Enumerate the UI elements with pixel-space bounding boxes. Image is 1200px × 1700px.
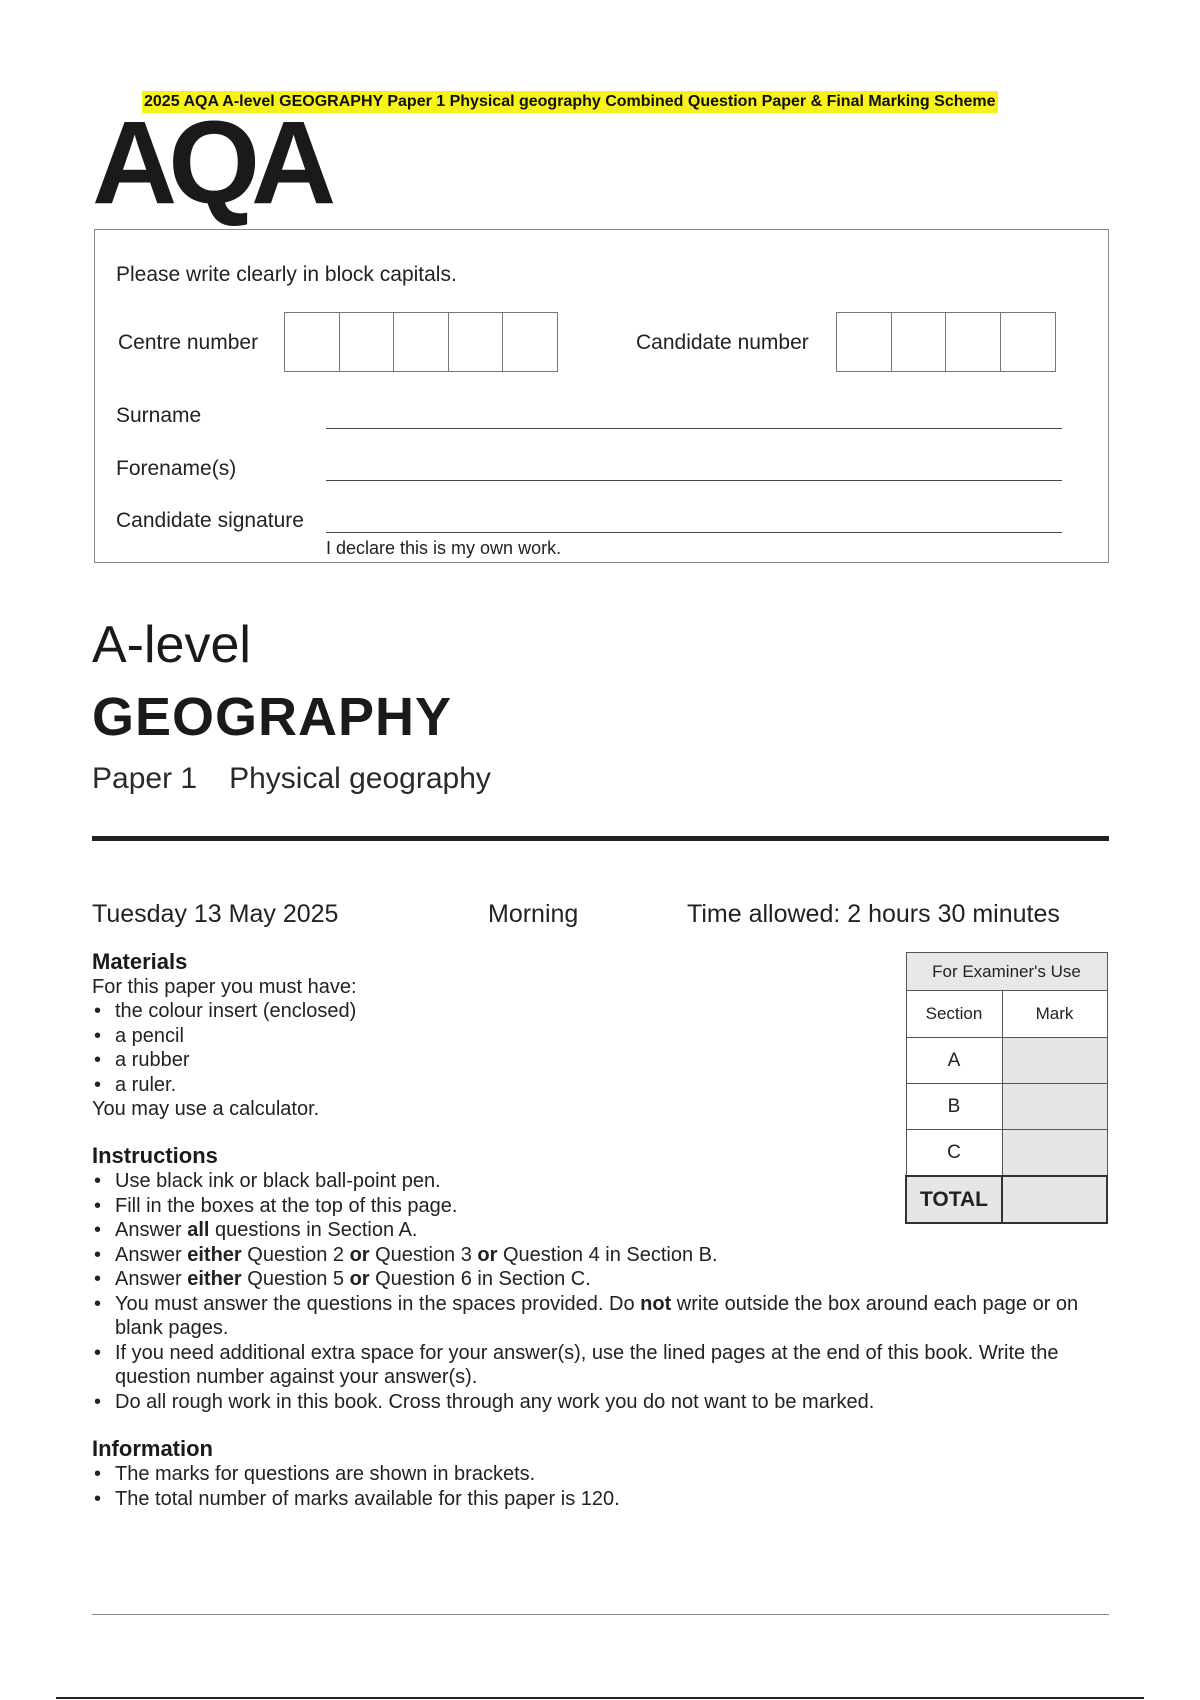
- list-item: [92, 1390, 1092, 1415]
- instruction-text: Fill in the boxes at the top of this page.: [115, 1194, 458, 1217]
- mark-cell: [1002, 1130, 1107, 1177]
- instruction-text: write outside the box around each page or on blank pages.: [115, 1292, 1079, 1339]
- exam-session: Morning: [488, 900, 579, 928]
- candidate-number-digit[interactable]: [836, 312, 892, 372]
- centre-number-digit[interactable]: [339, 312, 395, 372]
- candidate-number-digit[interactable]: [891, 312, 947, 372]
- centre-number-digit[interactable]: [502, 312, 558, 372]
- total-mark-cell: [1002, 1176, 1107, 1223]
- list-item: • The marks for questions are shown in brackets.: [92, 1462, 1092, 1487]
- instruction-text: or: [477, 1243, 498, 1266]
- paper-name: Physical geography: [229, 762, 491, 795]
- candidate-number-digit[interactable]: [945, 312, 1001, 372]
- page-bottom-rule: [56, 1697, 1144, 1699]
- candidate-number-boxes[interactable]: [836, 312, 1054, 372]
- forenames-label: Forename(s): [116, 457, 237, 480]
- list-item: • a pencil: [92, 1024, 892, 1049]
- examiner-table-header: For Examiner's Use: [906, 953, 1107, 991]
- candidate-number-digit[interactable]: [1000, 312, 1056, 372]
- exam-date: Tuesday 13 May 2025: [92, 900, 339, 928]
- instruction-text: all: [187, 1219, 210, 1241]
- subject-title: GEOGRAPHY: [92, 687, 453, 747]
- signature-line[interactable]: [326, 532, 1062, 533]
- total-label: TOTAL: [906, 1176, 1002, 1223]
- paper-title: [92, 762, 491, 796]
- candidate-details-box: [94, 229, 1109, 563]
- instruction-text: Question 5: [241, 1268, 350, 1290]
- instruction-text: Use black ink or black ball-point pen.: [115, 1170, 441, 1192]
- centre-number-digit[interactable]: [284, 312, 340, 372]
- information-section: [92, 1436, 1092, 1511]
- list-item: [92, 1341, 1092, 1390]
- list-item: • a ruler.: [92, 1073, 892, 1098]
- section-label: B: [906, 1084, 1002, 1130]
- list-item: [92, 1267, 1092, 1292]
- qualification-level: A-level: [92, 616, 251, 674]
- centre-number-boxes[interactable]: [284, 312, 557, 372]
- materials-section: [92, 949, 892, 1121]
- surname-label: Surname: [116, 404, 202, 427]
- mark-cell: [1002, 1038, 1107, 1084]
- instruction-text: either: [187, 1243, 242, 1266]
- paper-number: Paper 1: [92, 762, 198, 795]
- section-column-header: Section: [906, 991, 1002, 1038]
- list-item: • The total number of marks available for this paper is 120.: [92, 1487, 1092, 1512]
- materials-heading: Materials: [92, 949, 188, 974]
- materials-intro: For this paper you must have:: [92, 976, 357, 998]
- instruction-text: If you need additional extra space for your answer(s), use the lined pages at the end of this book. Write the question number against your answer(s).: [115, 1341, 1059, 1388]
- mark-cell: [1002, 1084, 1107, 1130]
- information-list: [92, 1462, 1092, 1511]
- instruction-text: or: [349, 1243, 370, 1266]
- instructions-heading: Instructions: [92, 1143, 218, 1168]
- instruction-text: Do all rough work in this book. Cross through any work you do not want to be marked.: [115, 1390, 875, 1413]
- list-item: • the colour insert (enclosed): [92, 999, 892, 1024]
- centre-number-label: Centre number: [118, 331, 259, 354]
- instruction-text: You must answer the questions in the spaces provided. Do: [115, 1292, 641, 1315]
- examiner-use-table: [905, 952, 1108, 1224]
- instruction-text: or: [349, 1268, 370, 1290]
- instruction-text: Answer: [115, 1243, 188, 1266]
- candidate-number-label: Candidate number: [636, 331, 809, 354]
- mark-column-header: Mark: [1002, 991, 1107, 1038]
- information-heading: Information: [92, 1436, 213, 1461]
- title-divider: [92, 836, 1109, 841]
- forenames-line[interactable]: [326, 480, 1062, 481]
- materials-list: [92, 999, 892, 1097]
- block-capitals-instruction: Please write clearly in block capitals.: [116, 263, 457, 286]
- signature-label: Candidate signature: [116, 509, 304, 532]
- section-label: A: [906, 1038, 1002, 1084]
- list-item: [92, 1243, 1092, 1268]
- instruction-text: Question 6 in Section C.: [369, 1268, 591, 1290]
- instruction-text: questions in Section A.: [209, 1219, 418, 1241]
- instruction-text: Question 4 in Section B.: [497, 1243, 718, 1266]
- time-allowed: Time allowed: 2 hours 30 minutes: [687, 900, 1060, 928]
- instruction-text: Question 3: [369, 1243, 478, 1266]
- section-label: C: [906, 1130, 1002, 1177]
- instruction-text: Answer: [115, 1268, 188, 1290]
- surname-line[interactable]: [326, 428, 1062, 429]
- instruction-text: Answer: [115, 1219, 188, 1241]
- list-item: • a rubber: [92, 1048, 892, 1073]
- centre-number-digit[interactable]: [448, 312, 504, 372]
- instruction-text: either: [187, 1268, 242, 1290]
- centre-number-digit[interactable]: [393, 312, 449, 372]
- calculator-note: You may use a calculator.: [92, 1098, 320, 1120]
- declaration-text: I declare this is my own work.: [326, 538, 562, 558]
- instruction-text: Question 2: [241, 1243, 350, 1266]
- list-item: [92, 1292, 1092, 1341]
- aqa-logo: AQA: [92, 97, 328, 229]
- footer-divider: [92, 1614, 1109, 1615]
- instruction-text: not: [640, 1292, 672, 1315]
- document-banner: 2025 AQA A-level GEOGRAPHY Paper 1 Physical geography Combined Question Paper & Final Marking Scheme: [142, 91, 998, 113]
